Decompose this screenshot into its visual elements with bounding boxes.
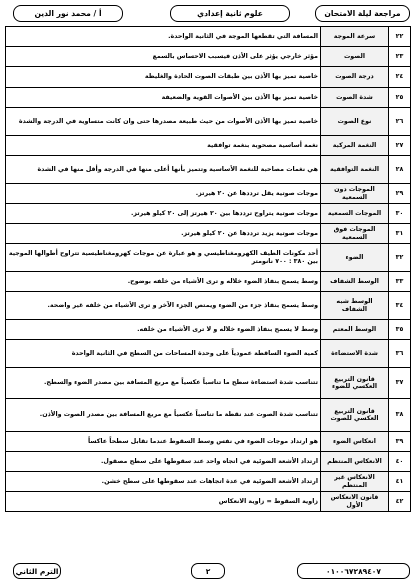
row-definition: موجات صوتية يتراوح ترددها بين ٢٠ هيرتز إلى ٢٠ كيلو هيرتز. [6, 204, 321, 224]
row-definition: خاصية تميز بها الأذن الأصوات من حيث طبيعة مصدرها حتى وان كانت متساوية في الدرجة والشدة [6, 108, 321, 136]
row-definition: خاصية تميز بها الأذن بين طبقات الصوت الحادة والغليظة [6, 67, 321, 88]
table-row [6, 184, 411, 204]
row-definition: تتناسب شدة استضاءة سطح ما تناسباً عكسياً مع مربع المسافة بين مصدر الضوء والسطح. [6, 368, 321, 399]
row-definition: نغمة أساسية مصحوبة بنغمة توافقية [6, 136, 321, 156]
row-term: الوسط شبه الشفاف [321, 292, 389, 320]
row-definition: كمية الضوء الساقطة عمودياً على وحدة المساحات من السطح في الثانية الواحدة [6, 340, 321, 368]
row-term: نوع الصوت [321, 108, 389, 136]
table-row [6, 108, 411, 136]
table-row [6, 156, 411, 184]
row-term: قانون التربيع العكسي للصوت [321, 399, 389, 432]
row-definition: وسط يسمح بنفاذ الضوء خلاله و ترى الأشياء من خلفه بوضوح. [6, 272, 321, 292]
row-definition: تتناسب شدة الصوت عند نقطة ما تناسباً عكسياً مع مربع المسافة بين مصدر الصوت والأذن. [6, 399, 321, 432]
row-definition: وسط يسمح بنفاذ جزء من الضوء ويمتص الجزء الآخر و ترى الأشياء من خلفه غير واضحة. [6, 292, 321, 320]
table-row [6, 340, 411, 368]
footer-page-number: ٢ [191, 563, 225, 579]
row-definition: خاصية تميز بها الأذن بين الأصوات القوية والضعيفة [6, 88, 321, 108]
table-row [6, 452, 411, 472]
table-row [6, 136, 411, 156]
table-row [6, 47, 411, 67]
definitions-table-body [6, 27, 411, 512]
table-row [6, 27, 411, 47]
row-definition: مؤثر خارجي يؤثر على الأذن فيسبب الاحساس بالسمع [6, 47, 321, 67]
row-number: ٢٢ [389, 27, 411, 47]
row-number: ٣٧ [389, 368, 411, 399]
row-term: الضوء [321, 244, 389, 272]
row-term: الصوت [321, 47, 389, 67]
table-row [6, 399, 411, 432]
row-definition: زاوية السقوط = زاوية الانعكاس [6, 492, 321, 512]
row-number: ٣٨ [389, 399, 411, 432]
table-row [6, 368, 411, 399]
row-definition: موجات صوتية يزيد ترددها عن ٢٠ كيلو هيرتز. [6, 224, 321, 244]
row-definition: هي نغمات مصاحبة للنغمة الأساسية وتتميز بأنها أعلى منها في الدرجة وأقل منها في الشدة [6, 156, 321, 184]
row-definition: ارتداد الأشعة الضوئية في عدة اتجاهات عند سقوطها على سطح خشن. [6, 472, 321, 492]
row-term: الانعكاس المنتظم [321, 452, 389, 472]
table-row [6, 244, 411, 272]
table-row [6, 472, 411, 492]
row-term: درجة الصوت [321, 67, 389, 88]
definitions-table [5, 26, 411, 512]
row-number: ٢٦ [389, 108, 411, 136]
row-number: ٣١ [389, 224, 411, 244]
row-number: ٣٤ [389, 292, 411, 320]
table-row [6, 67, 411, 88]
row-term: النغمة التوافقية [321, 156, 389, 184]
row-term: شدة الاستضاءة [321, 340, 389, 368]
row-term: قانون التربيع العكسي للضوء [321, 368, 389, 399]
header-teacher: أ / محمد نور الدين [13, 5, 123, 22]
row-term: سرعة الموجة [321, 27, 389, 47]
row-definition: هو ارتداد موجات الضوء في نفس وسط السقوط عندما تقابل سطحاً عاكساً [6, 432, 321, 452]
row-number: ٢٣ [389, 47, 411, 67]
row-number: ٣٣ [389, 272, 411, 292]
header-review-title: مراجعة ليلة الامتحان [315, 5, 410, 22]
row-term: الوسط الشفاف [321, 272, 389, 292]
table-row [6, 292, 411, 320]
table-row [6, 204, 411, 224]
row-definition: وسط لا يسمح بنفاذ الضوء خلاله و لا ترى الأشياء من خلفه. [6, 320, 321, 340]
row-number: ٢٥ [389, 88, 411, 108]
row-definition: أحد مكونات الطيف الكهرومغناطيسي و هو عبارة عن موجات كهرومغناطيسية تتراوح أطوالها الموجية بين ٣٨٠ : ٧٠٠ نانومتر [6, 244, 321, 272]
table-row [6, 88, 411, 108]
table-row [6, 224, 411, 244]
table-row [6, 432, 411, 452]
table-row [6, 492, 411, 512]
row-number: ٢٨ [389, 156, 411, 184]
row-definition: ارتداد الأشعة الضوئية في اتجاه واحد عند سقوطها على سطح مصقول. [6, 452, 321, 472]
footer-phone: ٠١٠٠٦٧٢٨٩٤٠٧ [297, 563, 410, 579]
row-definition: المسافة التي تقطعها الموجة في الثانية الواحدة. [6, 27, 321, 47]
footer-term: الترم الثاني [13, 563, 61, 579]
row-number: ٣٦ [389, 340, 411, 368]
header-subject: علوم ثانية إعدادي [170, 5, 290, 22]
row-definition: موجات صوتية يقل ترددها عن ٢٠ هيرتز. [6, 184, 321, 204]
row-term: الموجات فوق السمعية [321, 224, 389, 244]
row-term: الوسط المعتم [321, 320, 389, 340]
row-number: ٣٠ [389, 204, 411, 224]
page [5, 5, 410, 580]
row-term: النغمة المركبة [321, 136, 389, 156]
row-number: ٤١ [389, 472, 411, 492]
row-term: قانون الانعكاس الأول [321, 492, 389, 512]
row-number: ٢٩ [389, 184, 411, 204]
row-number: ٣٢ [389, 244, 411, 272]
row-number: ٣٩ [389, 432, 411, 452]
row-number: ٢٧ [389, 136, 411, 156]
row-number: ٤٠ [389, 452, 411, 472]
row-term: انعكاس الضوء [321, 432, 389, 452]
row-number: ٣٥ [389, 320, 411, 340]
row-term: الموجات دون السمعية [321, 184, 389, 204]
row-term: الانعكاس غير المنتظم [321, 472, 389, 492]
table-row [6, 272, 411, 292]
row-number: ٢٤ [389, 67, 411, 88]
row-term: شدة الصوت [321, 88, 389, 108]
table-row [6, 320, 411, 340]
row-number: ٤٢ [389, 492, 411, 512]
row-term: الموجات السمعية [321, 204, 389, 224]
